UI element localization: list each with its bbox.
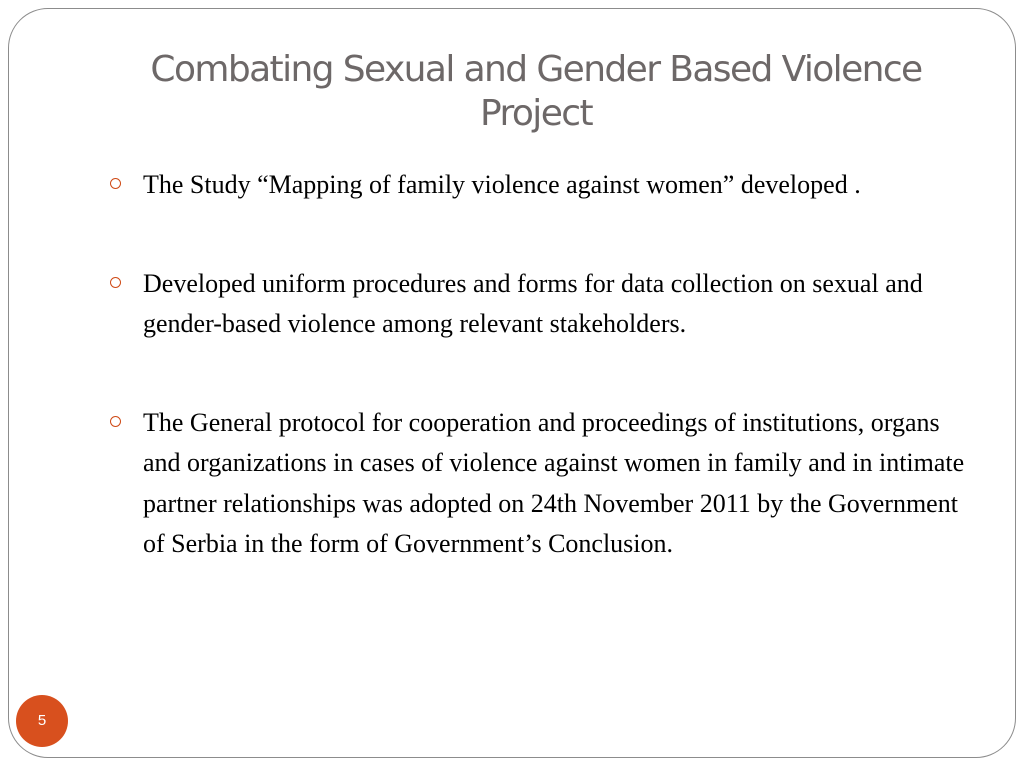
bullet-item-study [110,165,970,206]
bullet-text: The General protocol for cooperation and proceedings of institutions, organs and organizations in cases of violence against women in family and in intimate partner relationships was adopted on 24th November 2011 by the Government of Serbia in the form of Government’s Conclusion. [143,407,965,558]
bullet-item-protocol [110,403,970,565]
bullet-item-procedures [110,264,970,345]
bullet-text: The Study “Mapping of family violence against women” developed . [143,170,861,199]
bullet-list [110,165,970,565]
bullet-text: Developed uniform procedures and forms for data collection on sexual and gender-based violence among relevant stakeholders. [143,268,923,338]
circle-bullet-icon [110,277,121,288]
slide-title: Combating Sexual and Gender Based Violence Project [150,49,922,134]
circle-bullet-icon [110,416,121,427]
slide-number-badge: 5 [16,695,68,747]
circle-bullet-icon [110,178,121,189]
